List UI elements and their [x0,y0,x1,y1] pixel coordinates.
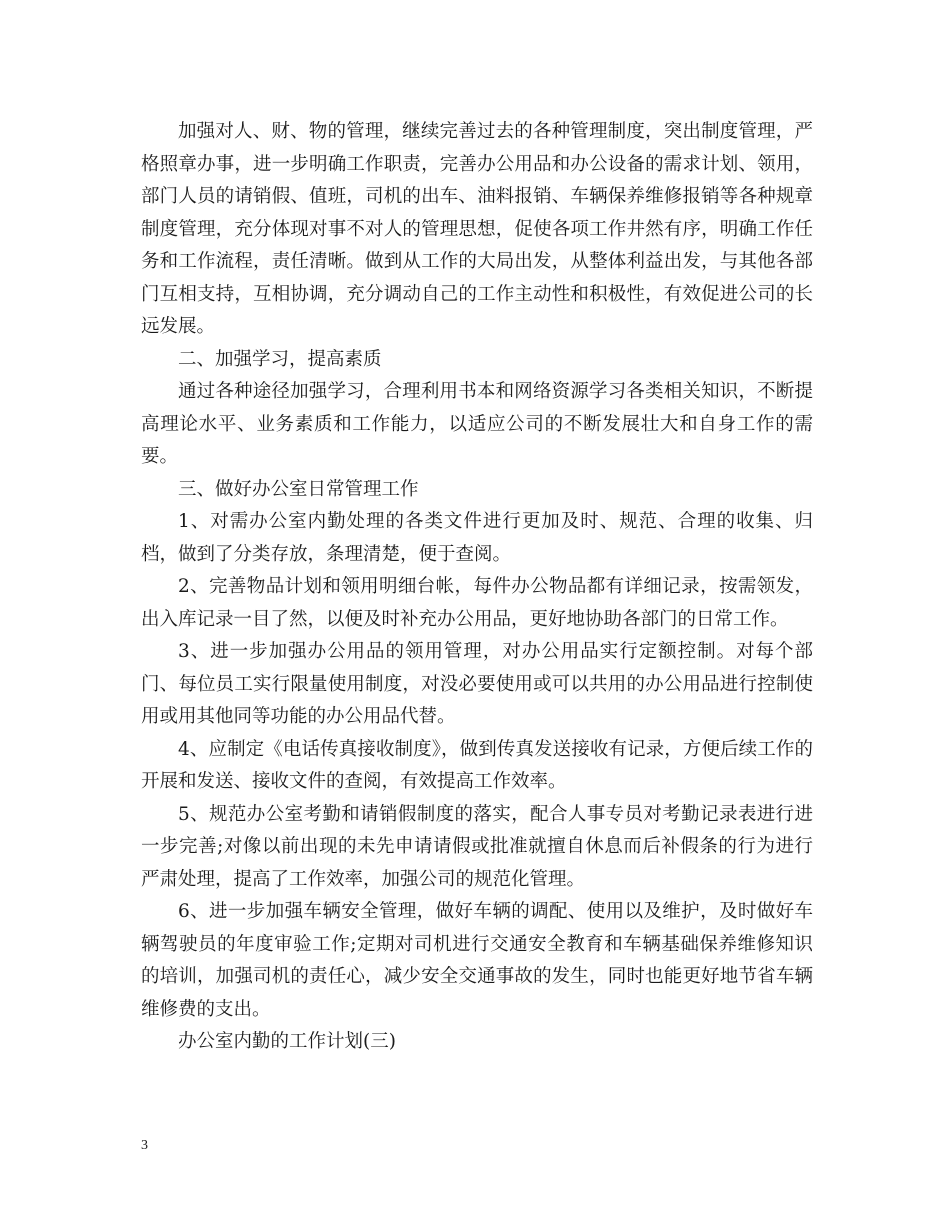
list-item-4: 4、应制定《电话传真接收制度》，做到传真发送接收有记录，方便后续工作的开展和发送、接收文件的查阅，有效提高工作效率。 [141,738,813,792]
heading-daily-management: 三、做好办公室日常管理工作 [178,478,419,500]
list-item-1: 1、对需办公室内勤处理的各类文件进行更加及时、规范、合理的收集、归档，做到了分类存放，条理清楚，便于查阅。 [141,511,813,565]
list-item-6: 6、进一步加强车辆安全管理，做好车辆的调配、使用以及维护，及时做好车辆驾驶员的年度审验工作;定期对司机进行交通安全教育和车辆基础保养维修知识的培训，加强司机的责任心，减少安全交通事故的发生，同时也能更好地节省车辆维修费的支出。 [141,901,813,1020]
page-number: 3 [141,1138,148,1153]
section-title-plan-three: 办公室内勤的工作计划(三) [178,1031,396,1052]
list-item-2: 2、完善物品计划和领用明细台帐，每件办公物品都有详细记录，按需领发，出入库记录一目了然，以便及时补充办公用品，更好地协助各部门的日常工作。 [141,576,813,630]
document-body [141,116,813,1059]
paragraph-management: 加强对人、财、物的管理，继续完善过去的各种管理制度，突出制度管理，严格照章办事，进一步明确工作职责，完善办公用品和办公设备的需求计划、领用，部门人员的请销假、值班，司机的出车、油料报销、车辆保养维修报销等各种规章制度管理，充分体现对事不对人的管理思想，促使各项工作井然有序，明确工作任务和工作流程，责任清晰。做到从工作的大局出发，从整体利益出发，与其他各部门互相支持，互相协调，充分调动自己的工作主动性和积极性，有效促进公司的长远发展。 [141,121,813,337]
paragraph-study: 通过各种途径加强学习，合理利用书本和网络资源学习各类相关知识，不断提高理论水平、业务素质和工作能力，以适应公司的不断发展壮大和自身工作的需要。 [141,381,813,467]
list-item-3: 3、进一步加强办公用品的领用管理，对办公用品实行定额控制。对每个部门、每位员工实行限量使用制度，对没必要使用或可以共用的办公用品进行控制使用或用其他同等功能的办公用品代替。 [141,641,813,727]
list-item-5: 5、规范办公室考勤和请销假制度的落实，配合人事专员对考勤记录表进行进一步完善;对像以前出现的未先申请请假或批准就擅自休息而后补假条的行为进行严肃处理，提高了工作效率，加强公司的规范化管理。 [141,803,813,890]
heading-study: 二、加强学习，提高素质 [178,348,382,370]
